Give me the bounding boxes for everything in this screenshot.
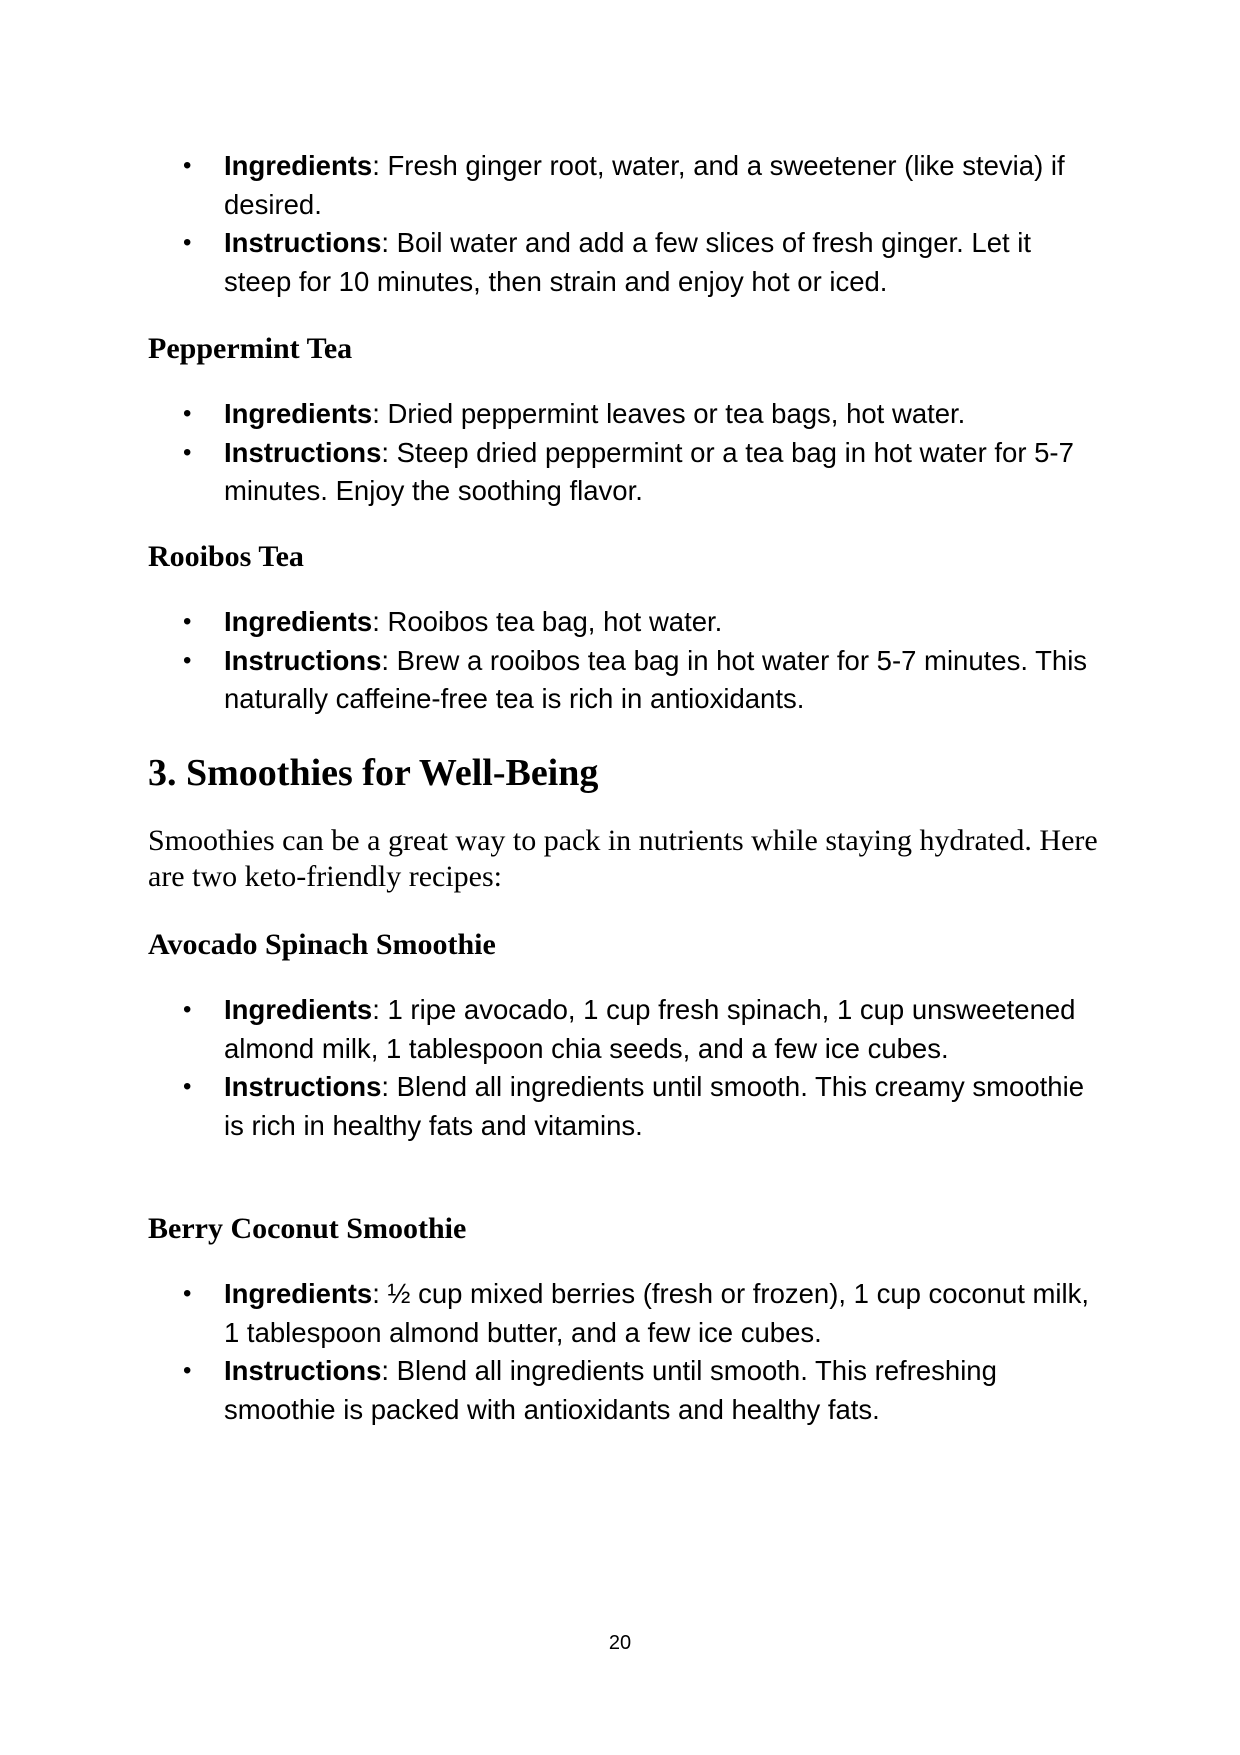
list-item [0,147,1240,224]
ingredients-label: Ingredients [224,606,373,637]
instructions-label: Instructions [224,644,382,676]
label-separator: : [381,436,397,468]
ginger-tea-list [0,147,1240,301]
instructions-text: Boil water and add a few slices of fresh ginger. Let it steep for 10 minutes, then strain and enjoy hot or iced. [224,227,1032,297]
label-separator: : [381,227,397,258]
label-separator: : [372,398,388,429]
label-separator: : [372,1278,388,1309]
berry-smoothie-heading: Berry Coconut Smoothie [148,1212,467,1245]
ingredients-label: Ingredients [224,994,373,1025]
instructions-label: Instructions [224,1071,382,1102]
label-separator: : [372,994,388,1025]
instructions-text: Blend all ingredients until smooth. This creamy smoothie is rich in healthy fats and vitamins. [224,1071,1084,1141]
instructions-text: Steep dried peppermint or a tea bag in hot water for 5-7 minutes. Enjoy the soothing flavor. [224,436,1074,506]
ingredients-text: Fresh ginger root, water, and a sweetener (like stevia) if desired. [224,150,1065,220]
list-item [0,224,1240,301]
list-item [0,1275,1240,1352]
peppermint-tea-heading: Peppermint Tea [148,332,353,365]
rooibos-tea-list-block [0,603,1240,719]
instructions-label: Instructions [224,227,382,258]
ingredients-text: Rooibos tea bag, hot water. [387,606,723,637]
bullet-icon: • [183,996,192,1023]
peppermint-tea-list [0,395,1240,511]
bullet-icon: • [183,608,192,635]
list-item [0,642,1240,719]
ingredients-label: Ingredients [224,150,373,181]
section-intro-paragraph: Smoothies can be a great way to pack in nutrients while staying hydrated. Here are two keto-friendly recipes: [148,824,1098,893]
list-item [0,434,1240,511]
instructions-label: Instructions [224,436,382,468]
label-separator: : [372,150,388,181]
list-item [0,1068,1240,1145]
list-item [0,603,1240,642]
avocado-smoothie-list [0,991,1240,1145]
ingredients-label: Ingredients [224,1278,373,1309]
label-separator: : [381,644,397,676]
bullet-icon: • [183,400,192,427]
ingredients-label: Ingredients [224,398,373,429]
bullet-icon: • [183,1073,192,1100]
section-heading: 3. Smoothies for Well-Being [148,752,599,794]
rooibos-tea-heading: Rooibos Tea [148,540,304,573]
instructions-text: Brew a rooibos tea bag in hot water for 5-7 minutes. This naturally caffeine-free tea is rich in antioxidants. [224,644,1088,714]
label-separator: : [381,1071,397,1102]
instructions-label: Instructions [224,1355,382,1386]
bullet-icon: • [183,229,192,256]
bullet-icon: • [183,1357,192,1384]
avocado-smoothie-list-block [0,991,1240,1145]
label-separator: : [372,606,388,637]
bullet-icon: • [183,646,192,674]
label-separator: : [381,1355,397,1386]
bullet-icon: • [183,438,192,466]
bullet-icon: • [183,152,192,179]
berry-smoothie-list [0,1275,1240,1429]
rooibos-tea-list [0,603,1240,719]
page-number: 20 [608,1632,632,1654]
peppermint-tea-list-block [0,395,1240,511]
ingredients-text: Dried peppermint leaves or tea bags, hot water. [387,398,966,429]
list-item [0,395,1240,434]
ingredients-text: ½ cup mixed berries (fresh or frozen), 1 cup coconut milk, 1 tablespoon almond butter, and a few ice cubes. [224,1278,1090,1348]
berry-smoothie-list-block [0,1275,1240,1429]
list-item [0,1352,1240,1429]
bullet-icon: • [183,1280,192,1307]
ingredients-text: 1 ripe avocado, 1 cup fresh spinach, 1 cup unsweetened almond milk, 1 tablespoon chia seeds, and a few ice cubes. [224,994,1076,1064]
instructions-text: Blend all ingredients until smooth. This refreshing smoothie is packed with antioxidants and healthy fats. [224,1355,997,1425]
ginger-tea-list-block [0,147,1240,301]
list-item [0,991,1240,1068]
avocado-smoothie-heading: Avocado Spinach Smoothie [148,928,496,961]
